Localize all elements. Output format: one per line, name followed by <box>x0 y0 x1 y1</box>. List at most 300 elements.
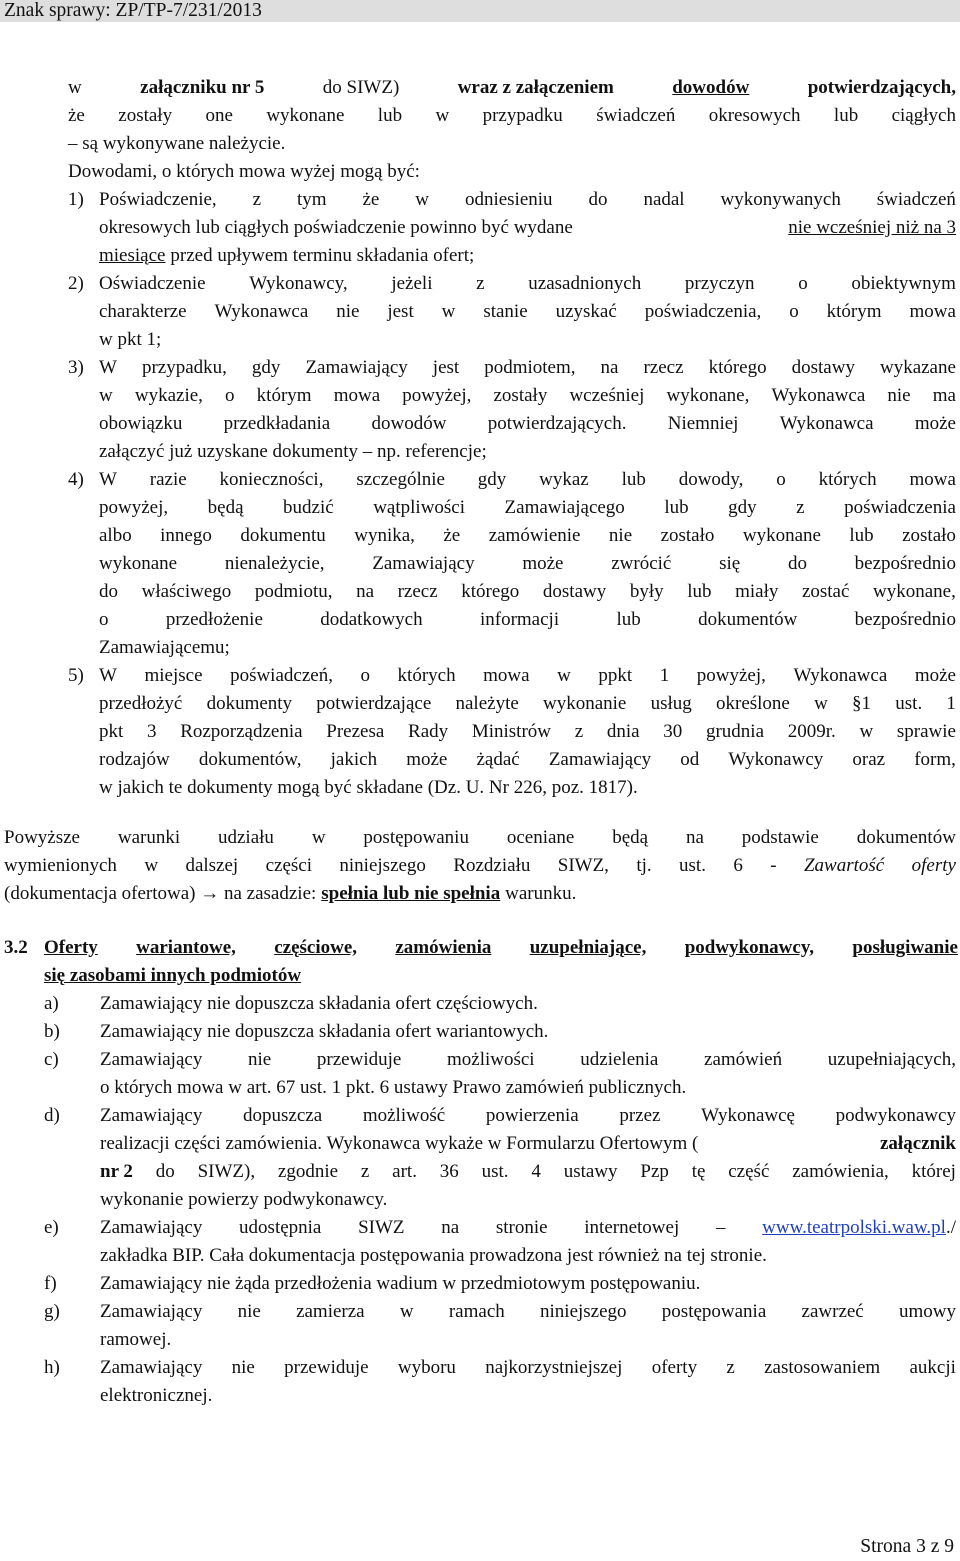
item-b-label: b) <box>44 1021 60 1042</box>
word: SIWZ), <box>197 1161 256 1182</box>
word: Rady <box>408 721 449 742</box>
word: wykonane <box>742 525 821 546</box>
text: nie wcześniej niż na 3 <box>788 217 956 238</box>
case-number: Znak sprawy: ZP/TP-7/231/2013 <box>4 0 262 21</box>
word: 36 <box>439 1161 459 1182</box>
word: w <box>99 385 113 406</box>
word: Rozporządzenia <box>180 721 303 742</box>
word: że <box>443 525 461 546</box>
word: w <box>557 665 571 686</box>
word: art. <box>392 1161 417 1182</box>
word: lub <box>687 581 712 602</box>
text: przed upływem terminu składania ofert; <box>170 245 475 266</box>
section-title-line-2 <box>44 962 301 990</box>
section-number: 3.2 <box>4 937 28 958</box>
word: o <box>776 469 786 490</box>
top-line-2 <box>68 102 956 130</box>
word: SIWZ <box>358 1217 405 1238</box>
text: Zamawiający nie dopuszcza składania ofert częściowych. <box>100 993 538 1014</box>
word: powyżej, <box>99 497 169 518</box>
item-d-label: d) <box>44 1105 60 1126</box>
word: gdy <box>477 469 507 490</box>
word: umowy <box>899 1301 956 1322</box>
word: one <box>205 105 233 126</box>
word: zostać <box>801 581 850 602</box>
text: ./ <box>945 1217 956 1238</box>
text: wykonanie powierzy podwykonawcy. <box>100 1189 388 1210</box>
word: należyte <box>455 693 519 714</box>
item-2-line-3 <box>99 326 161 354</box>
word: Zamawiający <box>100 1049 203 1070</box>
word: oraz <box>852 749 886 770</box>
word: lub <box>377 105 403 126</box>
word: na <box>685 827 704 848</box>
word: możliwości <box>446 1049 535 1070</box>
word: §1 <box>852 693 872 714</box>
text: się zasobami innych podmiotów <box>44 965 302 986</box>
word: obiektywnym <box>851 273 956 294</box>
word: może <box>522 553 564 574</box>
word: 3 <box>146 721 157 742</box>
word: rodzajów <box>99 749 170 770</box>
word: nie <box>231 1357 255 1378</box>
word: przyczyn <box>684 273 755 294</box>
word: – <box>715 1217 726 1238</box>
word: dowody, <box>678 469 744 490</box>
word: może <box>914 665 956 686</box>
text: załączyć już uzyskane dokumenty – np. referencje; <box>99 441 487 462</box>
item-d-line-4 <box>100 1186 387 1214</box>
word: dostawy <box>542 581 607 602</box>
word: dodatkowych <box>320 609 423 630</box>
word: nie <box>248 1049 272 1070</box>
word: ppkt <box>598 665 633 686</box>
word: zgodnie <box>277 1161 339 1182</box>
word: jeżeli <box>391 273 433 294</box>
item-5-line-3 <box>99 718 956 746</box>
item-h-line-1 <box>100 1354 956 1382</box>
word: wraz z załączeniem <box>457 77 614 98</box>
item-a-line-1 <box>100 990 538 1018</box>
word: sprawie <box>896 721 956 742</box>
word: dokumentów <box>856 827 956 848</box>
item-4-line-3 <box>99 522 956 550</box>
document-header <box>0 0 960 22</box>
item-3-line-1 <box>99 354 956 382</box>
word: w <box>68 77 82 98</box>
text: warunku. <box>505 883 577 904</box>
word: udziału <box>218 827 274 848</box>
item-e-label: e) <box>44 1217 59 1238</box>
word: o <box>789 301 799 322</box>
word: rzecz <box>397 581 438 602</box>
word: Rozdziału <box>453 855 531 876</box>
word: dokumentów, <box>198 749 302 770</box>
website-link[interactable]: www.teatrpolski.waw.pl <box>762 1217 946 1238</box>
item-4-line-4 <box>99 550 956 578</box>
word: Wykonawca <box>793 665 888 686</box>
word: przewiduje <box>284 1357 369 1378</box>
word: przedkładania <box>223 413 331 434</box>
item-h-line-2 <box>100 1382 212 1410</box>
word: o <box>798 273 808 294</box>
word: poświadczenia <box>844 497 956 518</box>
word: podwykonawcy, <box>684 937 815 958</box>
word: zamówienia, <box>792 1161 889 1182</box>
word: przez <box>619 1105 661 1126</box>
word: w <box>441 301 456 322</box>
item-g-line-2 <box>100 1326 171 1354</box>
item-5-line-1 <box>99 662 956 690</box>
word: której <box>911 1161 956 1182</box>
page-number: Strona 3 z 9 <box>860 1536 954 1557</box>
word: ma <box>932 385 956 406</box>
item-4-line-1 <box>99 466 956 494</box>
word: udzielenia <box>580 1049 659 1070</box>
item-5-number: 5) <box>68 665 84 686</box>
word: albo <box>99 525 132 546</box>
word: Zamawiający <box>100 1301 203 1322</box>
summary-line-1 <box>4 824 956 852</box>
word: z <box>726 1357 735 1378</box>
item-e-line-2 <box>100 1242 767 1270</box>
word: do SIWZ) <box>322 77 400 98</box>
word: lub <box>833 105 859 126</box>
word: mowa <box>483 665 530 686</box>
word: z <box>796 497 805 518</box>
word: bezpośrednio <box>854 609 956 630</box>
word: Wykonawcę <box>701 1105 795 1126</box>
word: wymienionych <box>4 855 117 876</box>
word: nie <box>887 385 911 406</box>
item-2-line-2 <box>99 298 956 326</box>
text: – są wykonywane należycie. <box>68 133 286 154</box>
item-d-line-1 <box>100 1102 956 1130</box>
top-line-3 <box>68 130 285 158</box>
word: zostały <box>118 105 173 126</box>
word: część <box>728 1161 770 1182</box>
word: okresowych <box>708 105 801 126</box>
word: możliwość <box>362 1105 446 1126</box>
text: Zamawiający nie żąda przedłożenia wadium w przedmiotowym postępowaniu. <box>100 1273 701 1294</box>
word: innego <box>160 525 212 546</box>
word: przypadku, <box>141 357 227 378</box>
text: elektronicznej. <box>100 1385 213 1406</box>
word: Poświadczenie, <box>99 189 217 210</box>
word: na <box>356 581 375 602</box>
word: Zamawiający <box>548 749 652 770</box>
word: Zamawiający <box>305 357 408 378</box>
text: Zamawiający nie dopuszcza składania ofert wariantowych. <box>100 1021 549 1042</box>
item-4-number: 4) <box>68 469 84 490</box>
word: Prezesa <box>326 721 385 742</box>
word: form, <box>914 749 956 770</box>
word: wykonanie <box>543 693 627 714</box>
word: dowodów <box>672 77 750 98</box>
word: zastosowaniem <box>764 1357 881 1378</box>
word: miejsce <box>144 665 203 686</box>
word: postępowania <box>661 1301 767 1322</box>
word: udostępnia <box>239 1217 322 1238</box>
word: się <box>719 553 741 574</box>
word: wykonane, <box>666 385 750 406</box>
word: tym <box>296 189 327 210</box>
word: odniesieniu <box>464 189 553 210</box>
word: 1 <box>659 665 670 686</box>
item-c-label: c) <box>44 1049 59 1070</box>
word: przewiduje <box>316 1049 402 1070</box>
item-4-line-5 <box>99 578 956 606</box>
word: dalszej <box>185 855 239 876</box>
word: będą <box>207 497 244 518</box>
text: Dowodami, o których mowa wyżej mogą być: <box>68 161 420 182</box>
item-5-line-2 <box>99 690 956 718</box>
word: budzić <box>283 497 334 518</box>
word: jakich <box>330 749 378 770</box>
word: Zamawiający <box>100 1217 203 1238</box>
word: pkt <box>99 721 124 742</box>
word: że <box>68 105 85 126</box>
word: Wykonawcy, <box>249 273 348 294</box>
word: Zawartość <box>803 855 885 876</box>
word: mowa <box>333 385 381 406</box>
word: którym <box>256 385 312 406</box>
word: W <box>99 357 117 378</box>
word: do <box>99 581 118 602</box>
item-2-number: 2) <box>68 273 84 294</box>
word: zamówienie <box>488 525 581 546</box>
item-f-label: f) <box>44 1273 57 1294</box>
word: poświadczenia, <box>644 301 762 322</box>
word: do <box>588 189 608 210</box>
word: o <box>99 609 109 630</box>
word: aukcji <box>909 1357 956 1378</box>
word: warunki <box>117 827 181 848</box>
word: potwierdzających. <box>487 413 627 434</box>
word: przedłożyć <box>99 693 183 714</box>
word: Pzp <box>640 1161 669 1182</box>
word: podmiotem, <box>484 357 576 378</box>
word: ramach <box>448 1301 505 1322</box>
word: wykazane <box>879 357 956 378</box>
word: określone <box>716 693 790 714</box>
word: ciągłych <box>891 105 956 126</box>
word: 4 <box>531 1161 541 1182</box>
text: o których mowa w art. 67 ust. 1 pkt. 6 ustawy Prawo zamówień publicznych. <box>100 1077 687 1098</box>
item-4-line-7 <box>99 634 230 662</box>
word: od <box>680 749 700 770</box>
word: w <box>399 1301 414 1322</box>
word: w <box>435 105 450 126</box>
word: W <box>99 665 117 686</box>
word: wariantowe, <box>136 937 236 958</box>
text: ramowej. <box>100 1329 172 1350</box>
item-a-label: a) <box>44 993 59 1014</box>
word: grudnia <box>705 721 765 742</box>
word: w <box>144 855 159 876</box>
word: o <box>360 665 370 686</box>
top-line-1 <box>68 74 956 102</box>
word: szczególnie <box>356 469 445 490</box>
word: nie <box>608 525 633 546</box>
word: podmiotu, <box>254 581 333 602</box>
text: okresowych lub ciągłych poświadczenie powinno być wydane <box>99 217 573 238</box>
word: wyboru <box>397 1357 456 1378</box>
word: którego <box>708 357 767 378</box>
word: wcześniej <box>569 385 645 406</box>
word: Wykonawca <box>771 385 866 406</box>
text: Zamawiającemu; <box>99 637 230 658</box>
item-5-line-4 <box>99 746 956 774</box>
word: wykaz <box>539 469 589 490</box>
word: w <box>814 693 828 714</box>
word: przypadku <box>482 105 563 126</box>
item-g-label: g) <box>44 1301 60 1322</box>
word: 1 <box>946 693 956 714</box>
item-3-line-3 <box>99 410 956 438</box>
word: postępowaniu <box>363 827 469 848</box>
word: zamówienia <box>395 937 492 958</box>
word: mowa <box>909 301 956 322</box>
word: Ministrów <box>471 721 552 742</box>
word: bezpośrednio <box>854 553 956 574</box>
word: świadczeń <box>596 105 676 126</box>
word: 2009r. <box>787 721 836 742</box>
word: wykonane <box>99 553 178 574</box>
word: nadal <box>643 189 685 210</box>
word: załączniku nr 5 <box>140 77 265 98</box>
word: podstawie <box>741 827 819 848</box>
word: powyżej, <box>696 665 766 686</box>
word: właściwego <box>141 581 232 602</box>
text: zakładka BIP. Cała dokumentacja postępowania prowadzona jest również na tej stronie. <box>100 1245 767 1266</box>
word: jest <box>432 357 460 378</box>
word: najkorzystniejszej <box>485 1357 623 1378</box>
item-3-line-2 <box>99 382 956 410</box>
top-line-4 <box>68 158 420 186</box>
word: na <box>441 1217 460 1238</box>
word: lub <box>621 469 646 490</box>
word: dokumenty <box>206 693 293 714</box>
word: gdy <box>251 357 281 378</box>
word: uzupełniających, <box>827 1049 956 1070</box>
word: wykonane, <box>873 581 956 602</box>
word: z <box>476 273 485 294</box>
word: dowodów <box>371 413 447 434</box>
word: dostawy <box>791 357 855 378</box>
word: może <box>914 413 956 434</box>
word: tj. <box>636 855 652 876</box>
word: że <box>362 189 380 210</box>
word: lub <box>616 609 641 630</box>
word: wykazie, <box>134 385 203 406</box>
word: poświadczeń, <box>230 665 333 686</box>
word: były <box>629 581 664 602</box>
word: miały <box>735 581 779 602</box>
word: Oferty <box>44 937 98 958</box>
item-1-line-1 <box>99 186 956 214</box>
word: świadczeń <box>876 189 956 210</box>
word: Niemniej <box>667 413 739 434</box>
word: potwierdzających, <box>807 77 956 98</box>
item-c-line-1 <box>100 1046 956 1074</box>
word: niniejszego <box>339 855 426 876</box>
word: lub <box>849 525 874 546</box>
word: na <box>600 357 619 378</box>
item-4-line-2 <box>99 494 956 522</box>
word: zawrzeć <box>801 1301 864 1322</box>
word: z <box>252 189 262 210</box>
word: rzecz <box>643 357 684 378</box>
word: których <box>397 665 456 686</box>
word: o <box>225 385 235 406</box>
item-c-line-2 <box>100 1074 686 1102</box>
word: potwierdzające <box>316 693 432 714</box>
word: ustawy <box>563 1161 618 1182</box>
word: w <box>311 827 326 848</box>
word: Zamawiający <box>100 1105 203 1126</box>
word: stronie <box>495 1217 548 1238</box>
word: usług <box>650 693 692 714</box>
word: z <box>360 1161 370 1182</box>
word: razie <box>149 469 187 490</box>
word: tę <box>691 1161 706 1182</box>
word: wykonywanych <box>720 189 841 210</box>
word: uzasadnionych <box>528 273 642 294</box>
item-g-line-1 <box>100 1298 956 1326</box>
text: miesiące <box>99 245 166 266</box>
word: powierzenia <box>485 1105 579 1126</box>
item-b-line-1 <box>100 1018 548 1046</box>
word: W <box>99 469 117 490</box>
word: internetowej <box>584 1217 680 1238</box>
summary-line-2 <box>4 852 956 880</box>
word: wątpliwości <box>373 497 466 518</box>
word: 30 <box>663 721 683 742</box>
word: podwykonawcy <box>835 1105 956 1126</box>
word: dokumentów <box>698 609 798 630</box>
word: którego <box>461 581 520 602</box>
word: 6 <box>733 855 743 876</box>
word: ust. <box>895 693 923 714</box>
word: oceniane <box>506 827 575 848</box>
word: z <box>574 721 584 742</box>
word: Zamawiający <box>100 1357 203 1378</box>
word: nienależycie, <box>224 553 325 574</box>
item-4-line-6 <box>99 606 956 634</box>
word: mowa <box>909 469 956 490</box>
word: Zamawiający <box>372 553 475 574</box>
word: którym <box>826 301 882 322</box>
word: ust. <box>481 1161 509 1182</box>
word: przedłożenie <box>165 609 263 630</box>
word: będą <box>612 827 649 848</box>
item-h-label: h) <box>44 1357 60 1378</box>
word: zwrócić <box>611 553 672 574</box>
word: części <box>265 855 313 876</box>
word: SIWZ, <box>557 855 609 876</box>
item-3-line-4 <box>99 438 487 466</box>
word: wynika, <box>354 525 415 546</box>
text: (dokumentacja ofertowa) → na zasadzie: <box>4 883 317 904</box>
word: może <box>406 749 448 770</box>
word: niniejszego <box>540 1301 627 1322</box>
word: dokumentu <box>240 525 326 546</box>
word: zamówień <box>704 1049 783 1070</box>
word: ust. <box>679 855 706 876</box>
word: gdy <box>728 497 757 518</box>
word: do <box>787 553 807 574</box>
